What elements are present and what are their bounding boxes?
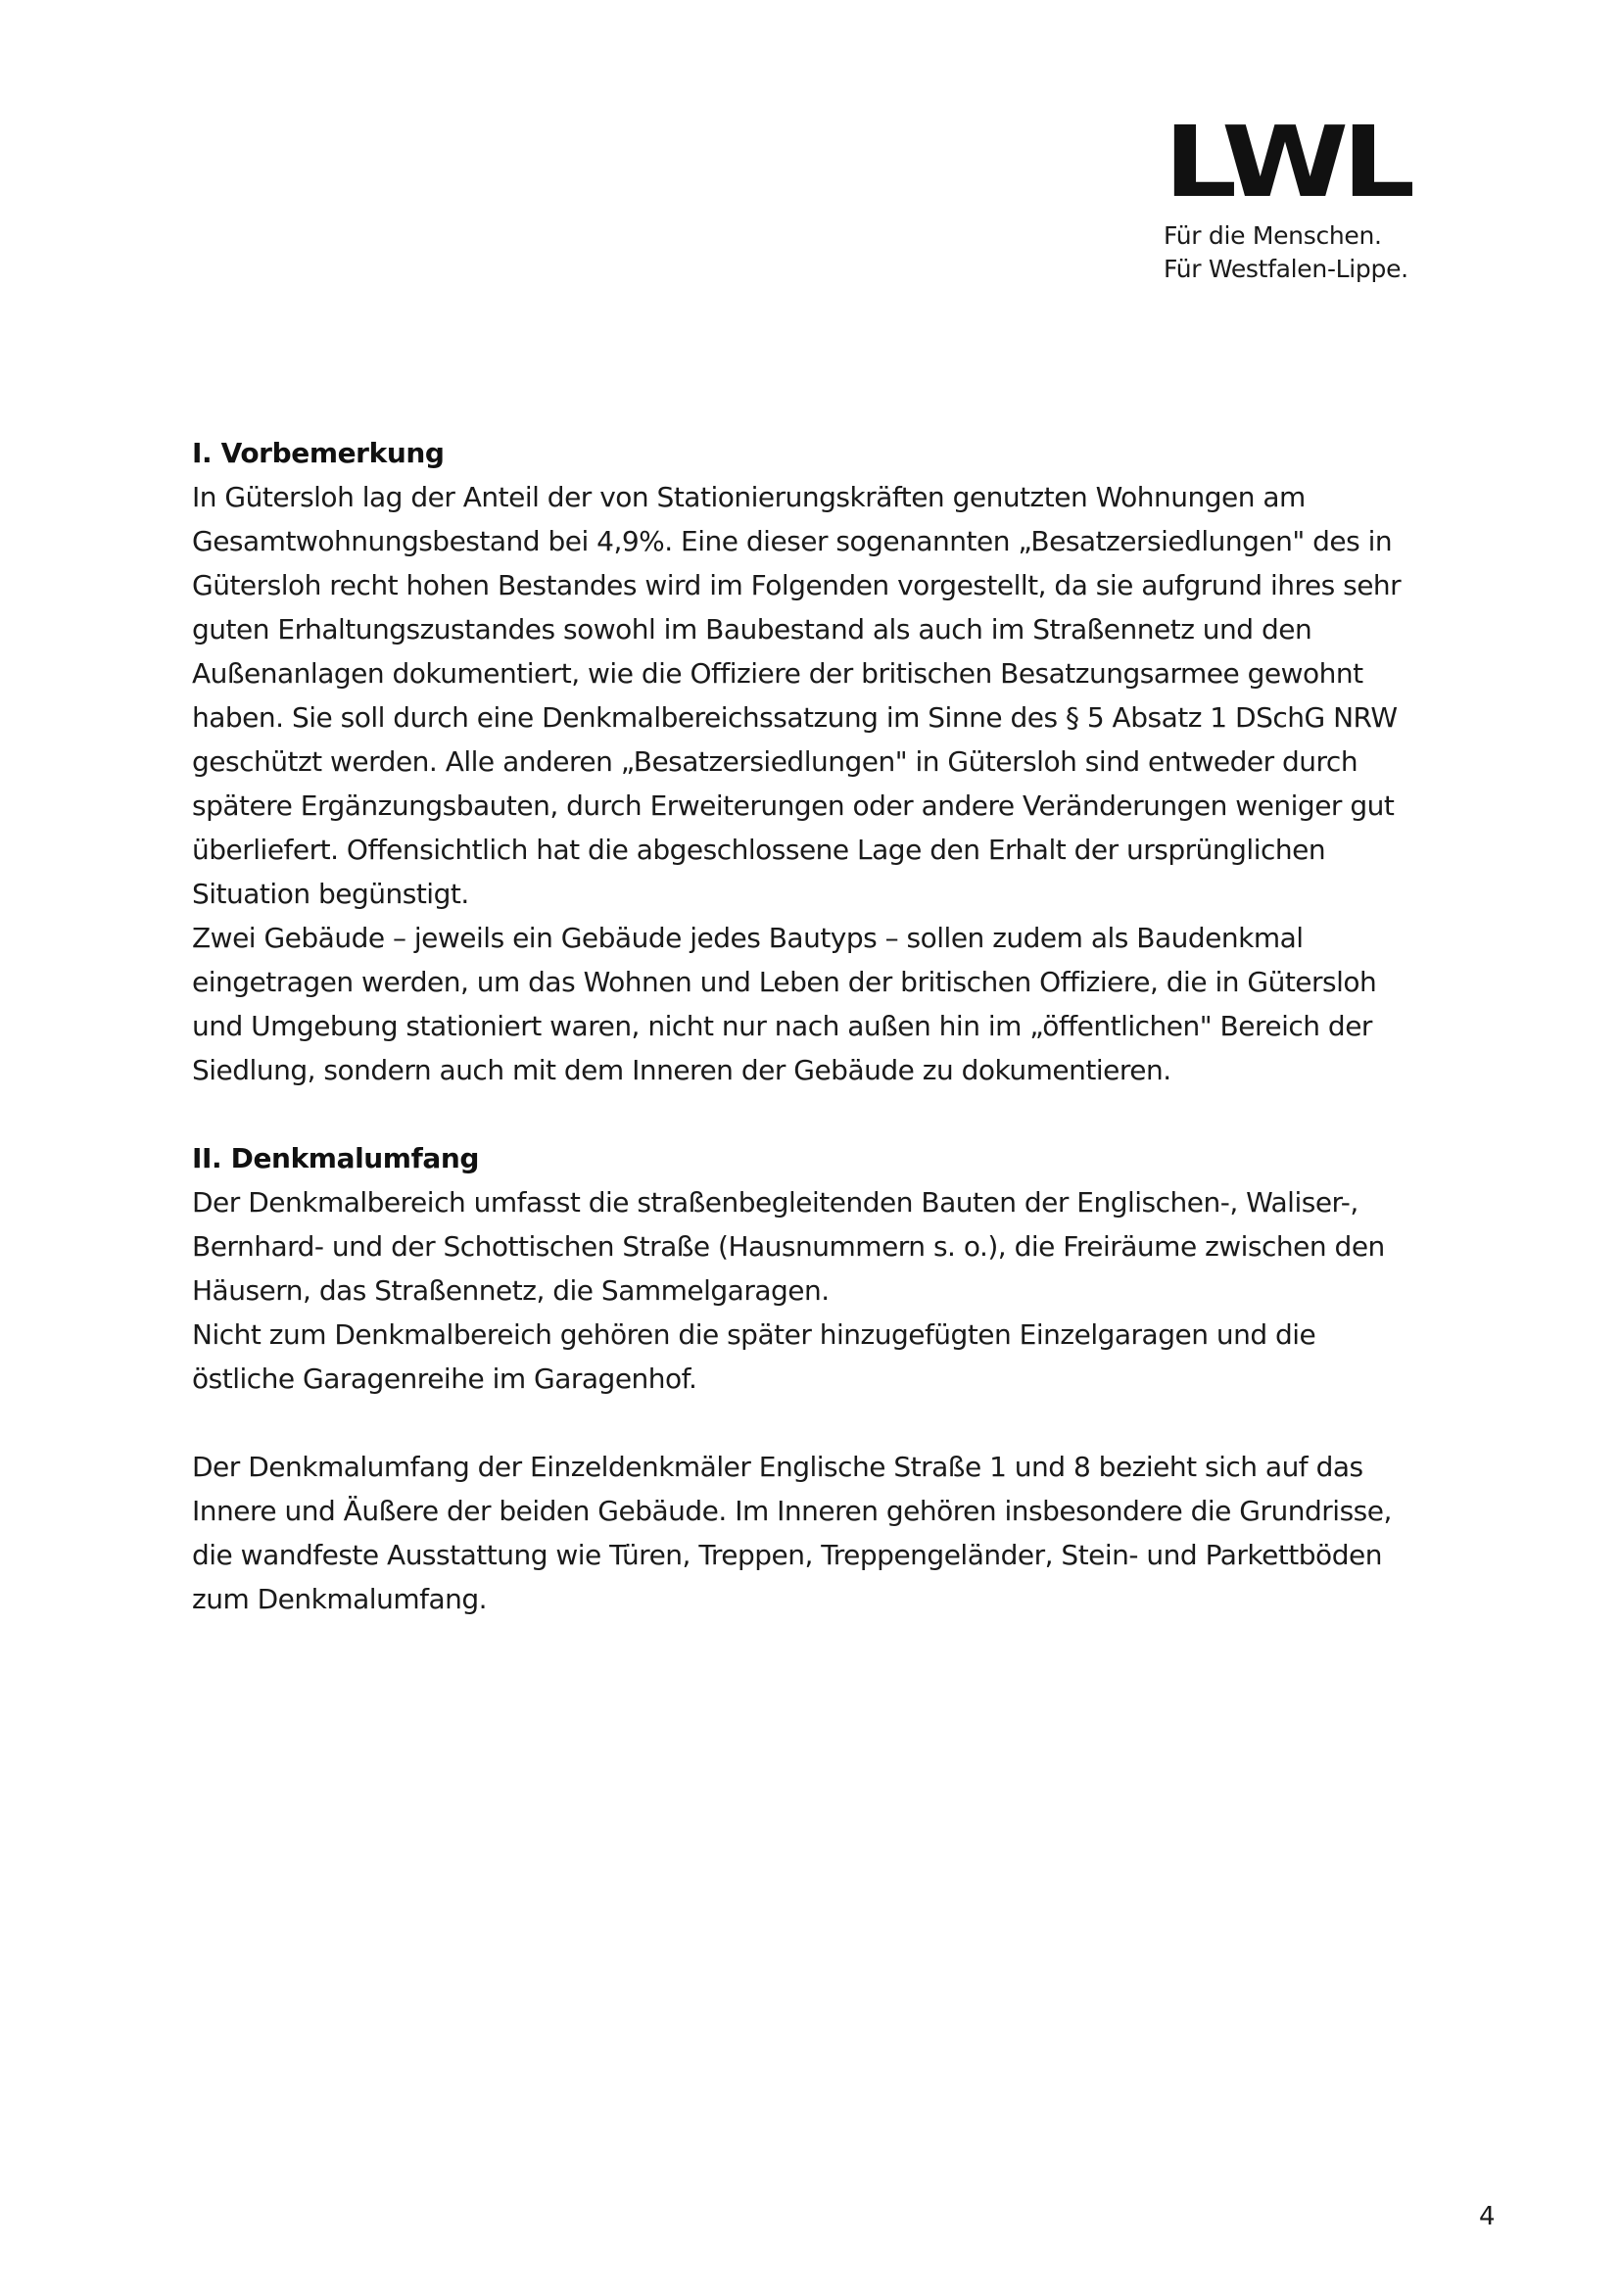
text-line: Innere und Äußere der beiden Gebäude. Im Inneren gehören insbesondere die Grundrisse, <box>192 1495 1392 1527</box>
text-line: Häusern, das Straßennetz, die Sammelgaragen. <box>192 1274 830 1307</box>
section-vorbemerkung <box>192 431 1504 1092</box>
text-line: Siedlung, sondern auch mit dem Inneren der Gebäude zu dokumentieren. <box>192 1054 1171 1086</box>
section-denkmalumfang <box>192 1136 1504 1621</box>
text-line: Zwei Gebäude – jeweils ein Gebäude jedes Bautyps – sollen zudem als Baudenkmal <box>192 922 1304 954</box>
document-body <box>192 431 1504 1621</box>
text-line: Der Denkmalumfang der Einzeldenkmäler Englische Straße 1 und 8 bezieht sich auf das <box>192 1451 1363 1483</box>
text-line: Situation begünstigt. <box>192 878 469 910</box>
text-line: östliche Garagenreihe im Garagenhof. <box>192 1363 697 1395</box>
section-spacer <box>192 1092 1504 1136</box>
text-line: Bernhard- und der Schottischen Straße (Hausnummern s. o.), die Freiräume zwischen den <box>192 1230 1385 1263</box>
text-line: Außenanlagen dokumentiert, wie die Offiziere der britischen Besatzungsarmee gewohnt <box>192 657 1363 690</box>
section-heading: II. Denkmalumfang <box>192 1142 480 1174</box>
text-line: Gütersloh recht hohen Bestandes wird im Folgenden vorgestellt, da sie aufgrund ihres sehr <box>192 569 1402 601</box>
text-line: Nicht zum Denkmalbereich gehören die später hinzugefügten Einzelgaragen und die <box>192 1318 1316 1351</box>
text-line: guten Erhaltungszustandes sowohl im Baubestand als auch im Straßennetz und den <box>192 613 1312 646</box>
slogan-line-2: Für Westfalen-Lippe. <box>1164 255 1408 283</box>
text-line: und Umgebung stationiert waren, nicht nur nach außen hin im „öffentlichen" Bereich der <box>192 1010 1372 1042</box>
slogan-line-1: Für die Menschen. <box>1164 221 1382 250</box>
text-line: Der Denkmalbereich umfasst die straßenbegleitenden Bauten der Englischen-, Waliser-, <box>192 1186 1358 1219</box>
lwl-logo: LWL <box>1164 105 1409 219</box>
text-line: haben. Sie soll durch eine Denkmalbereichssatzung im Sinne des § 5 Absatz 1 DSchG NRW <box>192 701 1398 734</box>
text-line: spätere Ergänzungsbauten, durch Erweiterungen oder andere Veränderungen weniger gut <box>192 789 1395 822</box>
text-line: In Gütersloh lag der Anteil der von Stationierungskräften genutzten Wohnungen am <box>192 481 1306 513</box>
text-line: zum Denkmalumfang. <box>192 1583 488 1615</box>
text-line: Gesamtwohnungsbestand bei 4,9%. Eine dieser sogenannten „Besatzersiedlungen" des in <box>192 525 1393 557</box>
text-line: die wandfeste Ausstattung wie Türen, Treppen, Treppengeländer, Stein- und Parkettböden <box>192 1539 1382 1571</box>
page-number: 4 <box>1479 2202 1496 2231</box>
paragraph-spacer <box>192 1401 1504 1445</box>
text-line: eingetragen werden, um das Wohnen und Leben der britischen Offiziere, die in Gütersloh <box>192 966 1377 998</box>
text-line: geschützt werden. Alle anderen „Besatzersiedlungen" in Gütersloh sind entweder durch <box>192 745 1358 778</box>
text-line: überliefert. Offensichtlich hat die abgeschlossene Lage den Erhalt der ursprünglichen <box>192 834 1326 866</box>
lwl-logo-block <box>1164 105 1457 286</box>
section-heading: I. Vorbemerkung <box>192 437 445 469</box>
